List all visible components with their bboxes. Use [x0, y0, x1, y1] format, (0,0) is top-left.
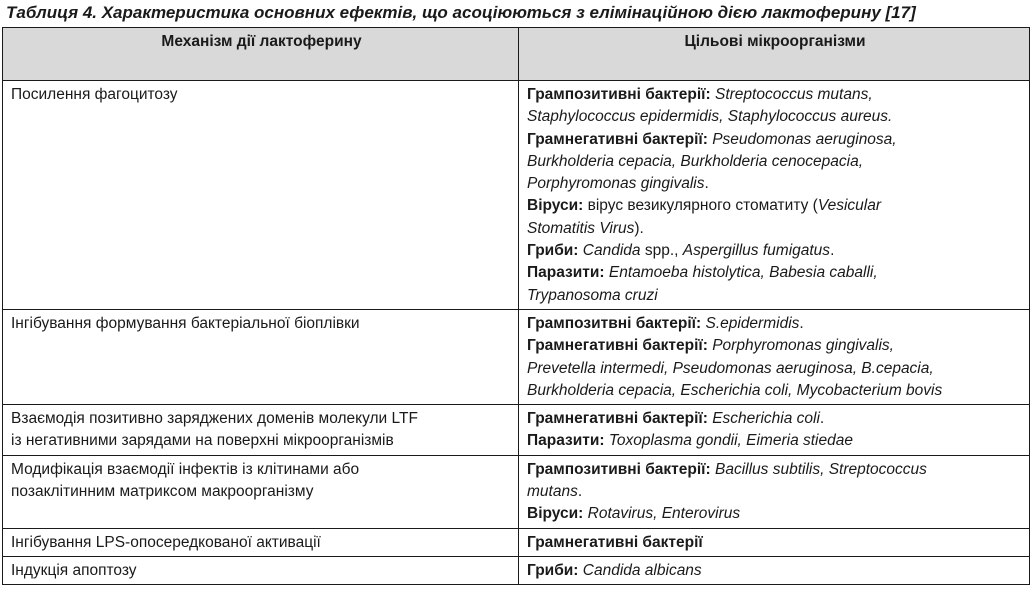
category-label: Віруси:: [527, 197, 588, 215]
header-targets: Цільові мікроорганізми: [519, 28, 1030, 81]
mechanism-text: Взаємодія позитивно заряджених доменів молекули LTF: [11, 410, 418, 428]
species-name: Rotavirus, Enterovirus: [587, 505, 741, 523]
plain-text: ).: [634, 219, 644, 237]
targets-cell: [519, 556, 1030, 584]
table-row: [3, 405, 1030, 456]
targets-line: [527, 313, 1023, 335]
targets-line: [527, 335, 1023, 357]
targets-line: [527, 240, 1023, 262]
species-name: S.epidermidis: [705, 314, 800, 332]
category-label: Грампозитивні бактерії:: [527, 460, 715, 478]
plain-text: .: [830, 242, 835, 260]
table-row: [3, 556, 1030, 584]
targets-line: [527, 84, 1023, 106]
mechanism-text: позаклітинним матриксом макроорганізму: [11, 483, 314, 501]
mechanism-text: Інгібування LPS-опосередкованої активації: [11, 533, 321, 551]
category-label: Віруси:: [527, 505, 588, 523]
mechanism-text: Модифікація взаємодії інфектів із клітинами або: [11, 460, 360, 478]
targets-line: [527, 430, 1023, 452]
targets-cell: [519, 309, 1030, 404]
header-mechanism: Механізм дії лактоферину: [3, 28, 519, 81]
targets-line: [527, 129, 1023, 151]
species-name: Vesicular: [817, 197, 881, 215]
plain-text: .: [577, 483, 583, 501]
table-body: [3, 81, 1030, 585]
mechanism-cell: [3, 528, 519, 556]
species-name: Trypanosoma cruzi: [527, 286, 658, 304]
category-label: Гриби:: [527, 242, 583, 260]
mechanism-cell: [3, 81, 519, 310]
table-row: [3, 309, 1030, 404]
plain-text: .: [819, 410, 825, 428]
targets-line: [527, 358, 1023, 380]
table-row: [3, 455, 1030, 528]
plain-text: .: [799, 314, 804, 332]
category-label: Грампозитвні бактерії:: [527, 314, 706, 332]
mechanism-text: Індукція апоптозу: [11, 561, 137, 579]
category-label: Грамнегативні бактерії:: [527, 410, 713, 428]
species-name: Porphyromonas gingivalis: [527, 175, 705, 193]
targets-line: [527, 285, 1023, 307]
effects-table: [2, 27, 1030, 585]
plain-text: spp.,: [640, 242, 683, 260]
mechanism-cell: [3, 455, 519, 528]
mechanism-text: із негативними зарядами на поверхні мікроорганізмів: [11, 432, 394, 450]
table-row: [3, 528, 1030, 556]
species-name: Pseudomonas aeruginosa,: [712, 130, 897, 148]
plain-text: вірус везикулярного стоматиту (: [587, 197, 818, 215]
table-caption: Таблиця 4. Характеристика основних ефектів, що асоціюються з елімінаційною дією лактоферину [17]: [6, 3, 916, 22]
targets-line: [527, 503, 1023, 525]
species-name: Burkholderia cepacia, Escherichia coli, Mycobacterium bovis: [527, 381, 943, 399]
category-label: Грамнегативні бактерії:: [527, 337, 713, 355]
species-name: Porphyromonas gingivalis,: [712, 337, 894, 355]
species-name: Burkholderia cepacia, Burkholderia cenocepacia,: [527, 152, 864, 170]
targets-cell: [519, 455, 1030, 528]
species-name: Streptococcus mutans,: [715, 86, 873, 103]
table-row: [3, 81, 1030, 310]
plain-text: .: [704, 175, 709, 193]
category-label: Гриби:: [527, 561, 583, 579]
species-name: Stomatitis Virus: [527, 219, 635, 237]
mechanism-cell: [3, 309, 519, 404]
targets-line: [527, 151, 1023, 173]
category-label: Грамнегативні бактерії:: [527, 130, 713, 148]
species-name: Prevetella intermedi, Pseudomonas aeruginosa, B.cepacia,: [527, 359, 934, 377]
targets-cell: [519, 405, 1030, 456]
targets-line: [527, 560, 1023, 582]
targets-line: [527, 532, 1023, 554]
targets-line: [527, 173, 1023, 195]
mechanism-text: Посилення фагоцитозу: [11, 86, 178, 103]
mechanism-cell: [3, 405, 519, 456]
targets-line: [527, 106, 1023, 128]
category-label: Паразити:: [527, 432, 609, 450]
species-name: Aspergillus fumigatus: [682, 242, 831, 260]
targets-cell: [519, 528, 1030, 556]
species-name: Staphylococcus epidermidis, Staphylococcus aureus.: [527, 108, 893, 126]
mechanism-cell: [3, 556, 519, 584]
targets-cell: [519, 81, 1030, 310]
species-name: Candida: [582, 242, 641, 260]
category-label: Грампозитивні бактерії:: [527, 86, 715, 103]
category-label: Грамнегативні бактерії: [527, 533, 703, 551]
species-name: Escherichia coli: [712, 410, 820, 428]
header-row: [3, 28, 1030, 81]
category-label: Паразити:: [527, 264, 609, 282]
species-name: Candida albicans: [582, 561, 702, 579]
targets-line: [527, 459, 1023, 481]
targets-line: [527, 408, 1023, 430]
species-name: Toxoplasma gondii, Eimeria stiedae: [608, 432, 853, 450]
targets-line: [527, 380, 1023, 402]
targets-line: [527, 481, 1023, 503]
targets-line: [527, 195, 1023, 217]
targets-line: [527, 218, 1023, 240]
species-name: Bacillus subtilis, Streptococcus: [715, 460, 927, 478]
species-name: Entamoeba histolytica, Babesia caballi,: [608, 264, 878, 282]
targets-line: [527, 262, 1023, 284]
species-name: mutans: [527, 483, 578, 501]
mechanism-text: Інгібування формування бактеріальної біоплівки: [11, 314, 360, 332]
